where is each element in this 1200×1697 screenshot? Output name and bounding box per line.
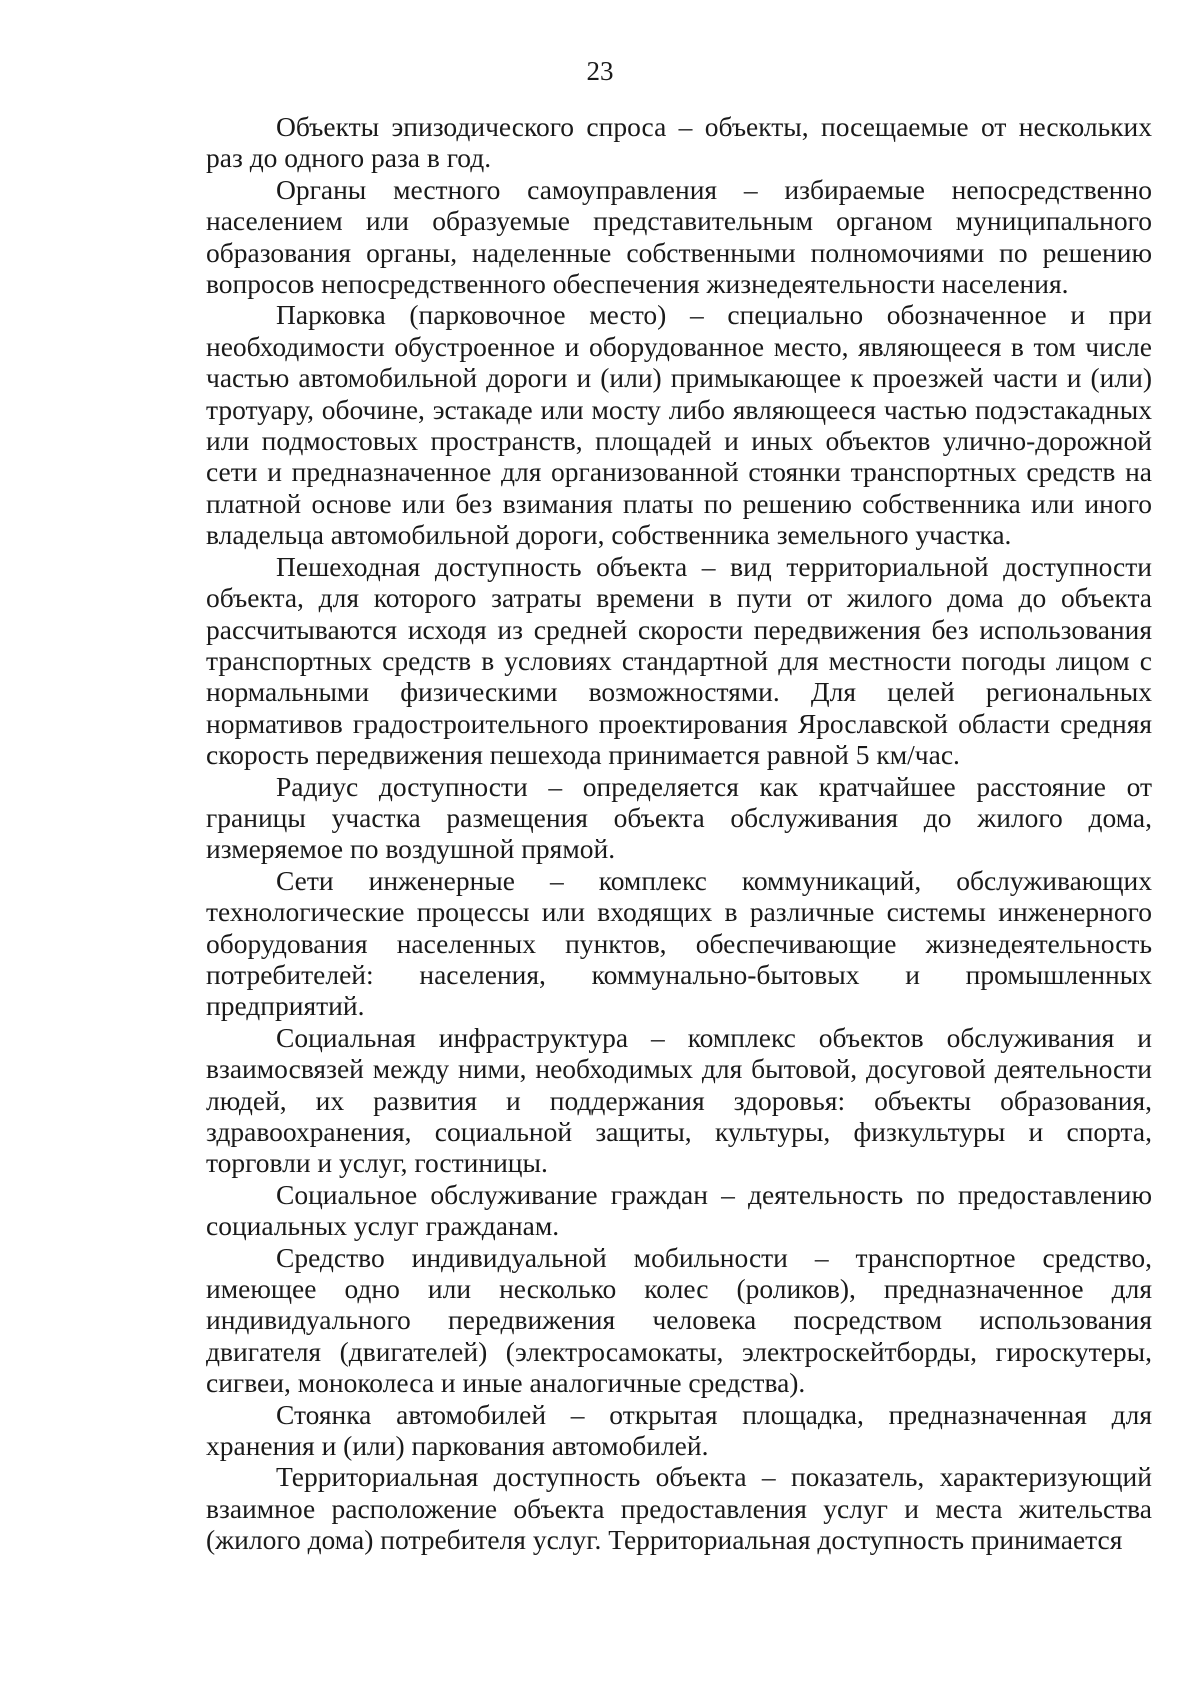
- definition-paragraph-parking: Парковка (парковочное место) – специально обозначенное и при необходимости обустроенное и оборудованное место, являющееся в том числе частью автомобильной дороги и (или) примыкающее к проезжей части и (или) тротуару, обочине, эстакаде или мосту либо являющееся частью подэстакадных или подмостовых пространств, площадей и иных объектов улично-дорожной сети и предназначенное для организованной стоянки транспортных средств на платной основе или без взимания платы по решению собственника или иного владельца автомобильной дороги, собственника земельного участка.: [206, 299, 1152, 551]
- definition-paragraph-engineering-networks: Сети инженерные – комплекс коммуникаций, обслуживающих технологические процессы или входящих в различные системы инженерного оборудования населенных пунктов, обеспечивающие жизнедеятельность потребителей: населения, коммунально-бытовых и промышленных предприятий.: [206, 864, 1152, 1022]
- definition-paragraph-pedestrian-accessibility: Пешеходная доступность объекта – вид территориальной доступности объекта, для которого затраты времени в пути от жилого дома до объекта рассчитываются исходя из средней скорости передвижения без использования транспортных средств в условиях стандартной для местности погоды лицом с нормальными физическими возможностями. Для целей региональных нормативов градостроительного проектирования Ярославской области средняя скорость передвижения пешехода принимается равной 5 км/час.: [206, 550, 1152, 771]
- definition-paragraph-social-services: Социальное обслуживание граждан – деятельность по предоставлению социальных услуг гражданам.: [206, 1178, 1152, 1242]
- definition-paragraph-territorial-accessibility: Территориальная доступность объекта – показатель, характеризующий взаимное расположение объекта предоставления услуг и места жительства (жилого дома) потребителя услуг. Территориальная доступность принимается: [206, 1461, 1152, 1556]
- document-body: [206, 111, 1152, 1556]
- definition-paragraph-personal-mobility: Средство индивидуальной мобильности – транспортное средство, имеющее одно или несколько колес (роликов), предназначенное для индивидуального передвижения человека посредством использования двигателя (двигателей) (электросамокаты, электроскейтборды, гироскутеры, сигвеи, моноколеса и иные аналогичные средства).: [206, 1241, 1152, 1399]
- definition-paragraph-episodic-demand: Объекты эпизодического спроса – объекты, посещаемые от нескольких раз до одного раза в год.: [206, 111, 1152, 174]
- page-number: 23: [586, 56, 614, 86]
- definition-paragraph-accessibility-radius: Радиус доступности – определяется как кратчайшее расстояние от границы участка размещения объекта обслуживания до жилого дома, измеряемое по воздушной прямой.: [206, 770, 1152, 865]
- definition-paragraph-car-parking-lot: Стоянка автомобилей – открытая площадка, предназначенная для хранения и (или) паркования автомобилей.: [206, 1398, 1152, 1462]
- definition-paragraph-local-government: Органы местного самоуправления – избираемые непосредственно населением или образуемые представительным органом муниципального образования органы, наделенные собственными полномочиями по решению вопросов непосредственного обеспечения жизнедеятельности населения.: [206, 173, 1152, 300]
- definition-paragraph-social-infrastructure: Социальная инфраструктура – комплекс объектов обслуживания и взаимосвязей между ними, необходимых для бытовой, досуговой деятельности людей, их развития и поддержания здоровья: объекты образования, здравоохранения, социальной защиты, культуры, физкультуры и спорта, торговли и услуг, гостиницы.: [206, 1021, 1152, 1179]
